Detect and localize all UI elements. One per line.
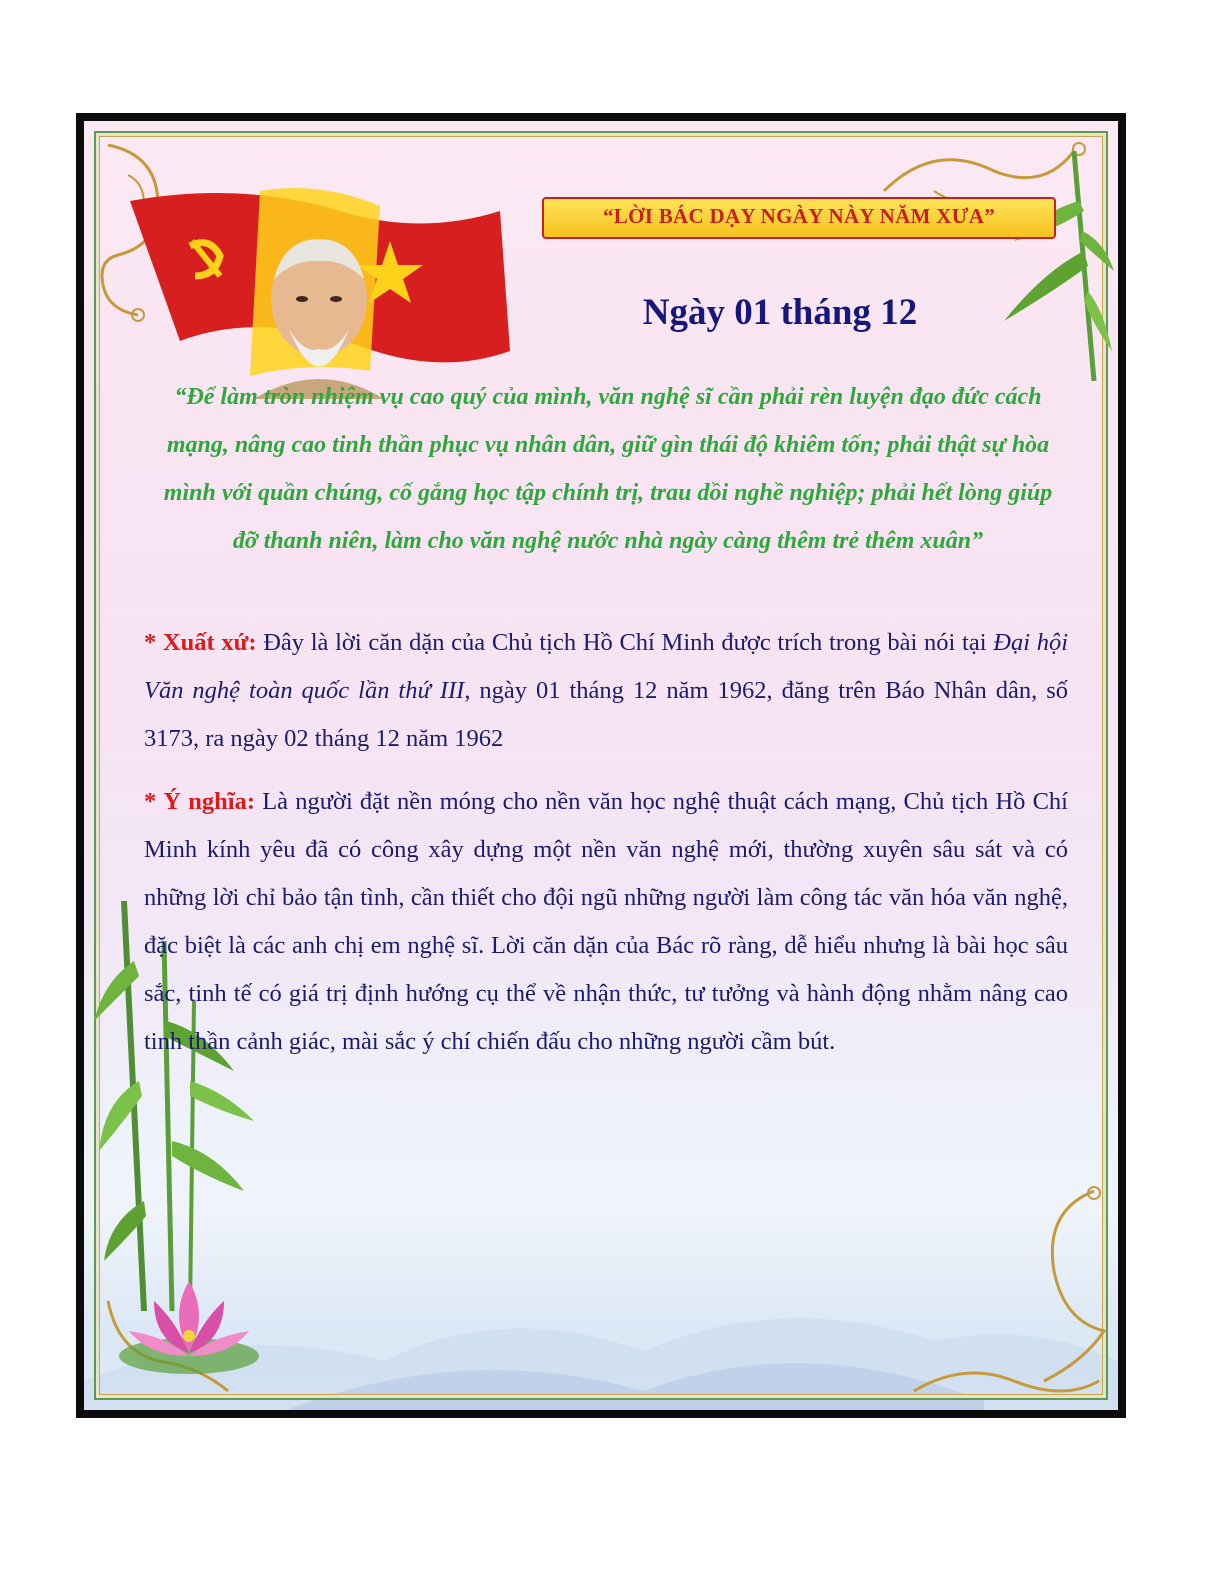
origin-paragraph [144,619,1068,763]
origin-text-after: , ngày 01 tháng 12 năm 1962, đăng trên Báo Nhân dân, số 3173, ra ngày 02 tháng 12 năm 1962 [144,677,1068,752]
origin-text-before: Đây là lời căn dặn của Chủ tịch Hồ Chí Minh được trích trong bài nói tại [256,629,994,656]
title-banner [542,197,1056,239]
banner-title: “LỜI BÁC DẠY NGÀY NÀY NĂM XƯA” [602,204,996,228]
lotus-icon [114,1261,264,1391]
ornament-icon [904,1351,1104,1410]
quote-text: “Để làm tròn nhiệm vụ cao quý của mình, văn nghệ sĩ cần phải rèn luyện đạo đức cách mạng, nâng cao tinh thần phục vụ nhân dân, giữ gìn thái độ khiêm tốn; phải thật sự hòa mình với quần chúng, cố gắng học tập chính trị, trau dồi nghề nghiệp; phải hết lòng giúp đỡ thanh niên, làm cho văn nghệ nước nhà ngày càng thêm trẻ thêm xuân” [163,384,1053,554]
origin-text-italic: Đại hội Văn nghệ toàn quốc lần thứ III [144,629,1069,704]
origin-label: * Xuất xứ: [144,629,257,656]
meaning-text: Là người đặt nền móng cho nền văn học nghệ thuật cách mạng, Chủ tịch Hồ Chí Minh kính yêu đã có công xây dựng một nền văn nghệ mới, thường xuyên sâu sát và có những lời chỉ bảo tận tình, cần thiết cho đội ngũ những người làm công tác văn hóa văn nghệ, đặc biệt là các anh chị em nghệ sĩ. Lời căn dặn của Bác rõ ràng, dễ hiểu nhưng là bài học sâu sắc, tinh tế có giá trị định hướng cụ thể về nhận thức, tư tưởng và hành động nhằm nâng cao tinh thần cảnh giác, mài sắc ý chí chiến đấu cho những người cầm bút. [144,788,1068,1055]
meaning-label: * Ý nghĩa: [144,788,256,815]
card [84,121,1118,1410]
page-title: Ngày 01 tháng 12 [642,292,918,333]
bamboo-icon [984,151,1114,381]
meaning-paragraph [144,778,1068,1066]
